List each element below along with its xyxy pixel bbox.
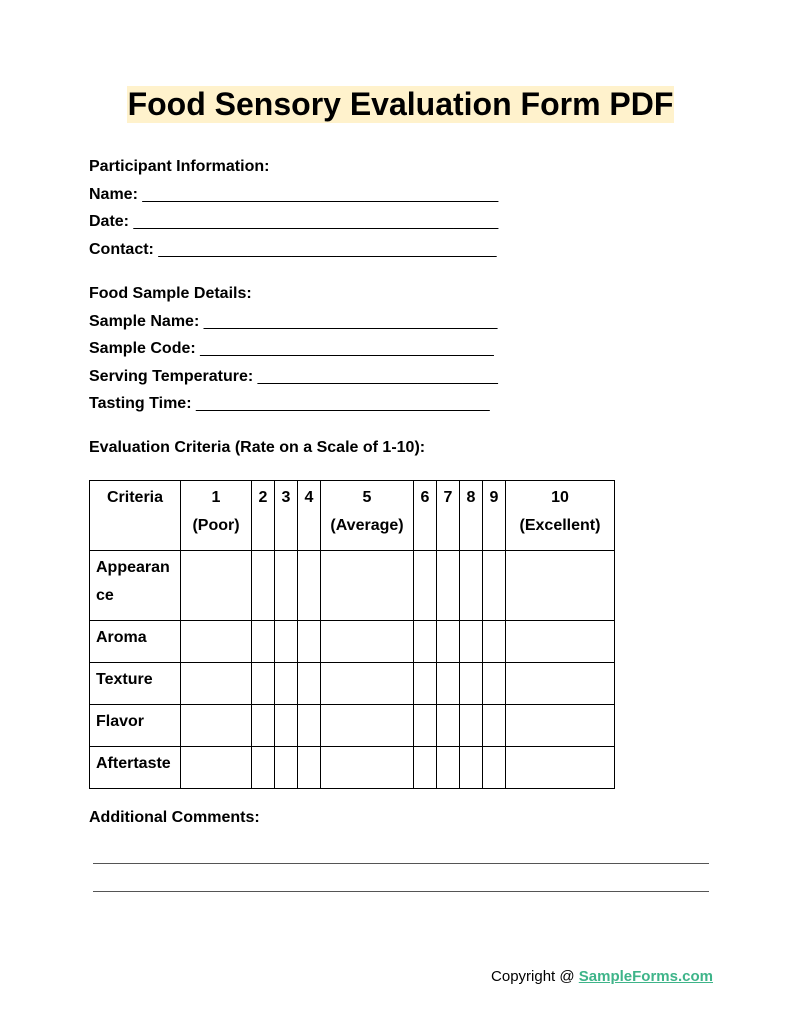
comments-heading: Additional Comments: xyxy=(89,809,260,826)
comment-line-1[interactable] xyxy=(93,863,709,864)
comment-line-2[interactable] xyxy=(93,891,709,892)
page-title: Food Sensory Evaluation Form PDF xyxy=(127,86,674,122)
rating-cell[interactable] xyxy=(483,663,506,705)
contact-field[interactable] xyxy=(89,236,498,264)
tasting-time-field[interactable] xyxy=(89,390,498,418)
rating-cell[interactable] xyxy=(437,663,460,705)
copyright-footer xyxy=(491,968,713,985)
rating-cell[interactable] xyxy=(298,747,321,789)
rating-cell[interactable] xyxy=(275,621,298,663)
rating-cell[interactable] xyxy=(437,621,460,663)
rating-cell[interactable] xyxy=(437,705,460,747)
evaluation-section xyxy=(89,434,425,462)
rating-cell[interactable] xyxy=(275,747,298,789)
table-row xyxy=(90,747,615,789)
col-5-number: 5 xyxy=(362,489,372,506)
date-label: Date: xyxy=(89,213,130,230)
name-label: Name: xyxy=(89,185,138,203)
rating-cell[interactable] xyxy=(506,663,615,705)
rating-cell[interactable] xyxy=(321,551,414,621)
copyright-text: Copyright @ xyxy=(491,968,579,985)
sample-code-blank[interactable]: _________________________________ xyxy=(200,340,494,357)
rating-cell[interactable] xyxy=(437,551,460,621)
rating-cell[interactable] xyxy=(414,747,437,789)
col-1-caption: (Poor) xyxy=(192,517,240,534)
col-4: 4 xyxy=(298,481,321,551)
comments-section xyxy=(89,804,260,832)
rating-cell[interactable] xyxy=(460,663,483,705)
rating-cell[interactable] xyxy=(181,663,252,705)
rating-cell[interactable] xyxy=(506,551,615,621)
sample-code-field[interactable] xyxy=(89,335,498,363)
rating-cell[interactable] xyxy=(414,621,437,663)
rating-cell[interactable] xyxy=(321,747,414,789)
rating-cell[interactable] xyxy=(437,747,460,789)
rating-cell[interactable] xyxy=(321,621,414,663)
sample-heading: Food Sample Details: xyxy=(89,285,252,302)
col-3: 3 xyxy=(275,481,298,551)
rating-cell[interactable] xyxy=(298,551,321,621)
col-2: 2 xyxy=(252,481,275,551)
criteria-aftertaste: Aftertaste xyxy=(90,747,181,789)
rating-cell[interactable] xyxy=(252,551,275,621)
rating-cell[interactable] xyxy=(483,705,506,747)
table-row xyxy=(90,621,615,663)
rating-cell[interactable] xyxy=(275,663,298,705)
sample-name-blank[interactable]: _________________________________ xyxy=(203,312,498,330)
evaluation-heading: Evaluation Criteria (Rate on a Scale of 1-10): xyxy=(89,439,426,456)
rating-cell[interactable] xyxy=(275,705,298,747)
rating-cell[interactable] xyxy=(252,663,275,705)
col-6: 6 xyxy=(414,481,437,551)
rating-cell[interactable] xyxy=(483,747,506,789)
col-10-number: 10 xyxy=(551,489,569,506)
rating-cell[interactable] xyxy=(414,705,437,747)
col-9: 9 xyxy=(483,481,506,551)
rating-cell[interactable] xyxy=(414,663,437,705)
col-criteria: Criteria xyxy=(90,481,181,551)
criteria-texture: Texture xyxy=(90,663,181,705)
participant-section xyxy=(89,153,498,263)
rating-cell[interactable] xyxy=(181,621,252,663)
name-blank[interactable]: ________________________________________ xyxy=(142,185,499,203)
col-10-caption: (Excellent) xyxy=(519,517,601,534)
appearance-part-2: ce xyxy=(96,587,114,604)
rating-cell[interactable] xyxy=(506,705,615,747)
rating-cell[interactable] xyxy=(321,705,414,747)
rating-cell[interactable] xyxy=(483,621,506,663)
rating-cell[interactable] xyxy=(298,705,321,747)
rating-cell[interactable] xyxy=(414,551,437,621)
table-row xyxy=(90,663,615,705)
contact-blank[interactable]: ______________________________________ xyxy=(158,240,497,258)
criteria-appearance xyxy=(90,551,181,621)
brand-link[interactable]: SampleForms.com xyxy=(578,968,713,985)
col-10 xyxy=(506,481,615,551)
rating-cell[interactable] xyxy=(298,621,321,663)
title-wrap xyxy=(0,86,801,123)
rating-cell[interactable] xyxy=(506,747,615,789)
rating-cell[interactable] xyxy=(181,747,252,789)
date-blank[interactable]: _________________________________________ xyxy=(133,213,499,230)
rating-cell[interactable] xyxy=(298,663,321,705)
rating-cell[interactable] xyxy=(321,663,414,705)
sample-name-label: Sample Name: xyxy=(89,312,200,330)
rating-cell[interactable] xyxy=(252,621,275,663)
appearance-part-1: Appearan xyxy=(96,559,170,576)
table-row xyxy=(90,551,615,621)
evaluation-table xyxy=(89,480,615,789)
tasting-time-blank[interactable]: _________________________________ xyxy=(195,395,490,412)
rating-cell[interactable] xyxy=(460,705,483,747)
serving-temperature-field[interactable] xyxy=(89,363,498,391)
criteria-flavor: Flavor xyxy=(90,705,181,747)
rating-cell[interactable] xyxy=(181,551,252,621)
col-5 xyxy=(321,481,414,551)
sample-name-field[interactable] xyxy=(89,308,498,336)
rating-cell[interactable] xyxy=(506,621,615,663)
rating-cell[interactable] xyxy=(483,551,506,621)
date-field[interactable] xyxy=(89,208,498,236)
rating-cell[interactable] xyxy=(460,551,483,621)
serving-temperature-label: Serving Temperature: xyxy=(89,367,254,385)
rating-cell[interactable] xyxy=(275,551,298,621)
table-row xyxy=(90,705,615,747)
name-field[interactable] xyxy=(89,181,498,209)
col-8: 8 xyxy=(460,481,483,551)
rating-cell[interactable] xyxy=(252,705,275,747)
tasting-time-label: Tasting Time: xyxy=(89,395,192,412)
sample-code-label: Sample Code: xyxy=(89,340,196,357)
col-1 xyxy=(181,481,252,551)
rating-cell[interactable] xyxy=(460,621,483,663)
col-7: 7 xyxy=(437,481,460,551)
rating-cell[interactable] xyxy=(181,705,252,747)
rating-cell[interactable] xyxy=(252,747,275,789)
serving-temperature-blank[interactable]: ___________________________ xyxy=(257,367,498,385)
table-header-row xyxy=(90,481,615,551)
participant-heading: Participant Information: xyxy=(89,158,270,175)
col-5-caption: (Average) xyxy=(330,517,404,534)
contact-label: Contact: xyxy=(89,240,154,258)
criteria-aroma: Aroma xyxy=(90,621,181,663)
rating-cell[interactable] xyxy=(460,747,483,789)
sample-section xyxy=(89,280,498,418)
col-1-number: 1 xyxy=(211,489,221,506)
